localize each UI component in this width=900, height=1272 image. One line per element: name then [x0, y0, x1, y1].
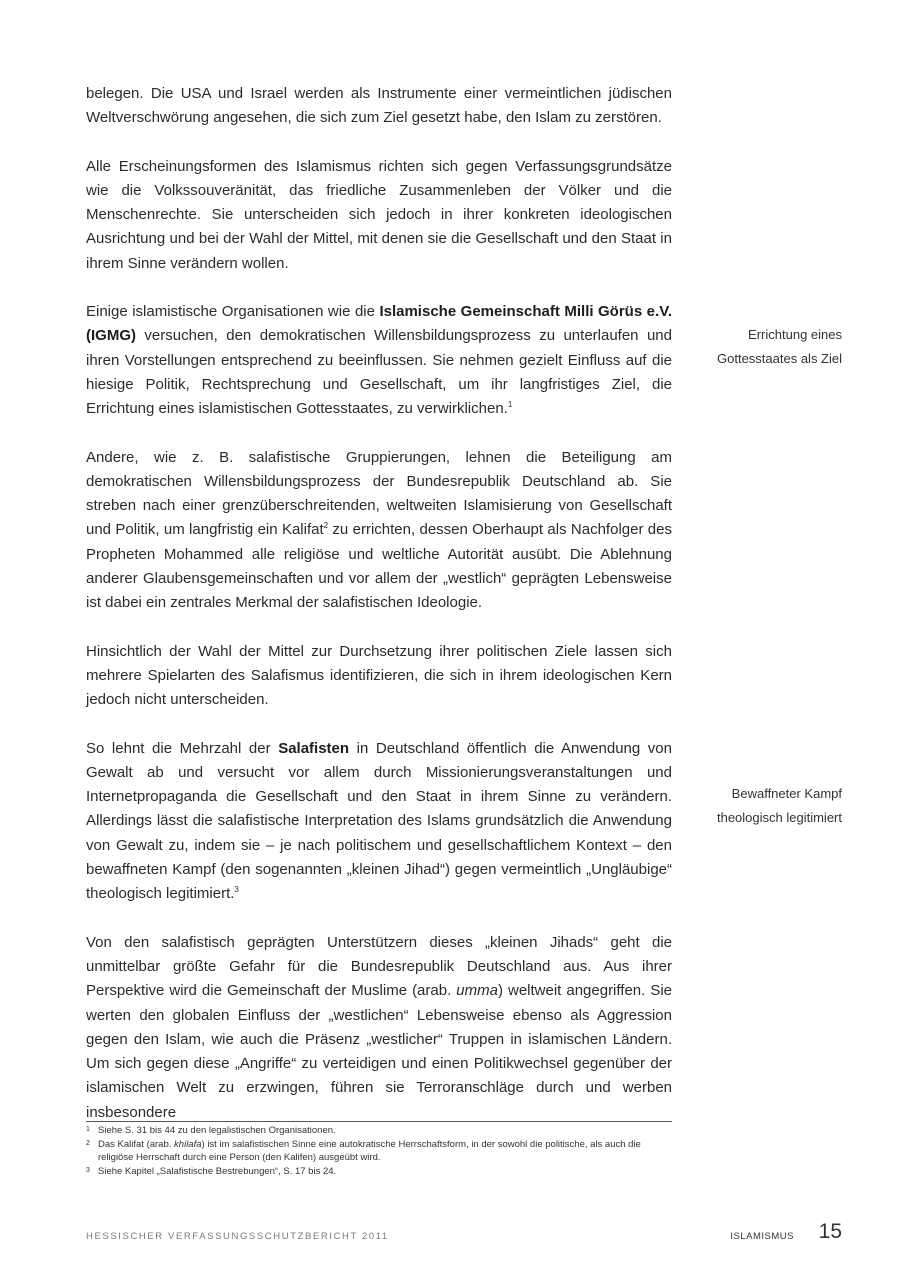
- footnote-ref-1: 1: [507, 400, 513, 410]
- footer-section-label: ISLAMISMUS: [730, 1231, 794, 1242]
- footnote-ref-2: 2: [323, 521, 329, 531]
- paragraph-3: Einige islamistische Organisationen wie die Islamische Gemeinschaft Milli Görüs e.V. (IGMG) versuchen, den demokratischen Willensbildungsprozess zu unterlaufen und ihren Vorstellungen entsprechend zu beeinflussen. Sie nehmen gezielt Einfluss auf die hiesige Politik, Rechtsprechung und Gesellschaft, um ihr langfristiges Ziel, die Errichtung eines islamistischen Gottesstaates, zu verwirklichen.$^1$: [86, 303, 672, 418]
- footnotes: [86, 1124, 672, 1178]
- paragraph-5: Hinsichtlich der Wahl der Mittel zur Durchsetzung ihrer politischen Ziele lassen sich mehrere Spielarten des Salafismus identifizieren, die sich in ihrem ideologischen Kern jedoch nicht unterscheiden.: [86, 642, 672, 709]
- footnote-3: 3 Siehe Kapitel „Salafistische Bestrebungen“, S. 17 bis 24.: [86, 1165, 337, 1177]
- margin-note-bewaffneter-kampf: Bewaffneter Kampf theologisch legitimiert: [716, 786, 842, 825]
- paragraph-2: Alle Erscheinungsformen des Islamismus richten sich gegen Verfassungsgrundsätze wie die Volkssouveränität, das friedliche Zusammenleben der Völker und die Menschenrechte. Sie unterscheiden sich jedoch in ihrer konkreten ideologischen Ausrichtung und bei der Wahl der Mittel, mit denen sie die Gesellschaft und den Staat in ihrem Sinne verändern wollen.: [86, 157, 672, 272]
- page-number: 15: [818, 1220, 842, 1243]
- footnote-2: 2 Das Kalifat (arab. khilafa) ist im salafistischen Sinne eine autokratische Herrschaftsform, in der sowohl die politische, als auch die religiöse Herrschaft durch eine Person (den Kalifen) ausgeübt wird.: [86, 1138, 641, 1163]
- igmg-term: Islamische Gemeinschaft Milli Görüs e.V. (IGMG): [86, 303, 672, 345]
- footnote-1: 1 Siehe S. 31 bis 44 zu den legalistischen Organisationen.: [86, 1125, 336, 1136]
- footnote-ref-3: 3: [234, 885, 239, 895]
- main-text: [86, 82, 672, 1149]
- salafisten-term: Salafisten: [278, 739, 350, 757]
- paragraph-6: So lehnt die Mehrzahl der Salafisten in Deutschland öffentlich die Anwendung von Gewalt ab und versucht vor allem durch Missionierungsveranstaltungen und Internetpropaganda die Gesellschaft und den Staat in ihrem Sinne zu verändern. Allerdings lässt die salafistische Interpretation des Islams grundsätzlich die Anwendung von Gewalt zu, indem sie – je nach politischem und gesellschaftlichem Kontext – den bewaffneten Kampf (den sogenannten „kleinen Jihad“) gegen vermeintlich „Ungläubige“ theologisch legitimiert.$^3$: [86, 739, 672, 903]
- footer-publication-title: HESSISCHER VERFASSUNGSSCHUTZBERICHT 2011: [86, 1231, 389, 1242]
- paragraph-4: Andere, wie z. B. salafistische Gruppierungen, lehnen die Beteiligung am demokratischen Willensbildungsprozess der Bundesrepublik Deutschland ab. Sie streben nach einer grenzüberschreitenden, weltweiten Islamisierung von Gesellschaft und Politik, um langfristig ein Kalifat$^2$ zu errichten, dessen Oberhaupt als Nachfolger des Propheten Mohammed alle religiöse und weltliche Autorität ausübt. Die Ablehnung anderer Glaubensgemeinschaften und vor allem der „westlich“ geprägten Lebensweise ist dabei ein zentrales Merkmal der salafistischen Ideologie.: [86, 448, 672, 612]
- footnote-divider: [86, 1121, 672, 1122]
- paragraph-1: belegen. Die USA und Israel werden als Instrumente einer vermeintlichen jüdischen Weltverschwörung angesehen, die sich zum Ziel gesetzt habe, den Islam zu zerstören.: [86, 85, 672, 127]
- margin-note-gottesstaat: Errichtung eines Gottesstaates als Ziel: [717, 327, 842, 366]
- paragraph-7: Von den salafistisch geprägten Unterstützern dieses „kleinen Jihads“ geht die unmittelbar größte Gefahr für die Bundesrepublik Deutschland aus. Aus ihrer Perspektive wird die Gemeinschaft der Muslime (arab. umma) weltweit angegriffen. Sie werten den globalen Einfluss der „westlichen“ Lebensweise ebenso als Aggression gegen den Islam, wie auch die Präsenz „westlicher“ Truppen in islamischen Ländern. Um sich gegen diese „Angriffe“ zu verteidigen und einen Politikwechsel gegenüber der islamischen Welt zu erzwingen, führen sie Terroranschläge durch und werben insbesondere: [86, 933, 673, 1121]
